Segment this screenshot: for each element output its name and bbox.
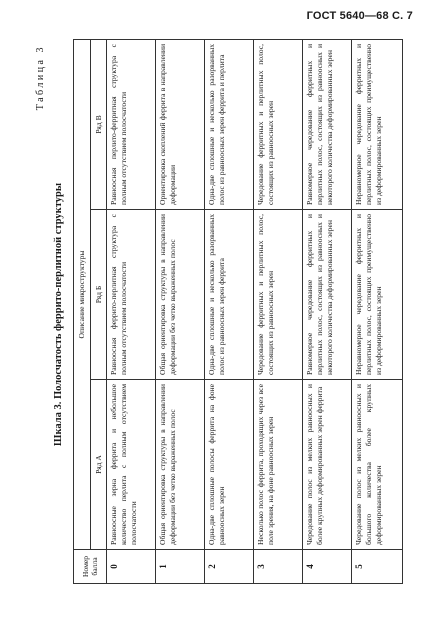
cell-row-v: Неравномерное чередование ферритных и перлитных полос, состоящих преимущественно из деформированных зерен [352, 39, 403, 209]
cell-row-b: Общая ориентировка структуры в направлении деформации без четко выраженных полос [156, 210, 205, 380]
row-number: 4 [303, 550, 352, 584]
cell-row-v: Одна-две сплошные и несколько разорванных полос из равноосных зерен феррита и перлита [205, 39, 254, 209]
row-number: 1 [156, 550, 205, 584]
cell-row-a: Общая ориентировка структуры в направлении деформации без четко выраженных полос [156, 380, 205, 550]
row-number: 2 [205, 550, 254, 584]
column-header-row-v: Ряд В [90, 39, 107, 209]
table-row [156, 39, 205, 583]
row-number: 0 [107, 550, 156, 584]
table-row [352, 39, 403, 583]
column-header-number: Номер балла [74, 550, 107, 584]
cell-row-b: Чередование ферритных и перлитных полос, состоящих из равноосных зерен [254, 210, 303, 380]
cell-row-v: Ориентировка скоплений феррита в направлении деформации [156, 39, 205, 209]
cell-row-v: Равноосная перлито-ферритная структура с полным отсутствием полосчатости [107, 39, 156, 209]
table-row [107, 39, 156, 583]
column-header-row-b: Ряд Б [90, 210, 107, 380]
row-number: 5 [352, 550, 403, 584]
table-row [254, 39, 303, 583]
row-number: 3 [254, 550, 303, 584]
cell-row-v: Равномерное чередование ферритных и перлитных полос, состоящих из равноосных и некоторого количества деформированных зерен [303, 39, 352, 209]
cell-row-a: Равноосные зерна феррита и небольшое количество перлита с полным отсутствием полосчатости [107, 380, 156, 550]
cell-row-b: Одна-две сплошные и несколько разорванных полос из равноосных зерен феррита [205, 210, 254, 380]
structure-scale-table [73, 39, 403, 584]
table-row [205, 39, 254, 583]
table-label: Таблица 3 [35, 45, 46, 111]
cell-row-a: Чередование полос из мелких равноосных и большого количества более крупных деформированных зерен [352, 380, 403, 550]
rotated-table-block [30, 37, 413, 592]
page-header: ГОСТ 5640—68 С. 7 [306, 10, 413, 22]
column-header-row-a: Ряд А [90, 380, 107, 550]
cell-row-a: Несколько полос феррита, проходящих через все поле зрения, на фоне равноосных зерен [254, 380, 303, 550]
cell-row-b: Равноосная феррито-перлитная структура с полным отсутствием полосчатости [107, 210, 156, 380]
cell-row-a: Чередование полос из мелких равноосных и более крупных деформированных зерен феррита [303, 380, 352, 550]
cell-row-a: Одна-две сплошные полосы феррита на фоне равноосных зерен [205, 380, 254, 550]
column-header-description: Описание микроструктуры [74, 39, 91, 549]
table-row [303, 39, 352, 583]
cell-row-b: Равномерное чередование ферритных и перлитных полос, состоящих из равноосных и некоторого количества деформированных зерен [303, 210, 352, 380]
table-title: Шкала 3. Полосчатость феррито-перлитной структуры [53, 182, 64, 447]
cell-row-b: Неравномерное чередование ферритных и перлитных полос, состоящих преимущественно из деформированных зерен [352, 210, 403, 380]
cell-row-v: Чередование ферритных и перлитных полос, состоящих из равноосных зерен [254, 39, 303, 209]
